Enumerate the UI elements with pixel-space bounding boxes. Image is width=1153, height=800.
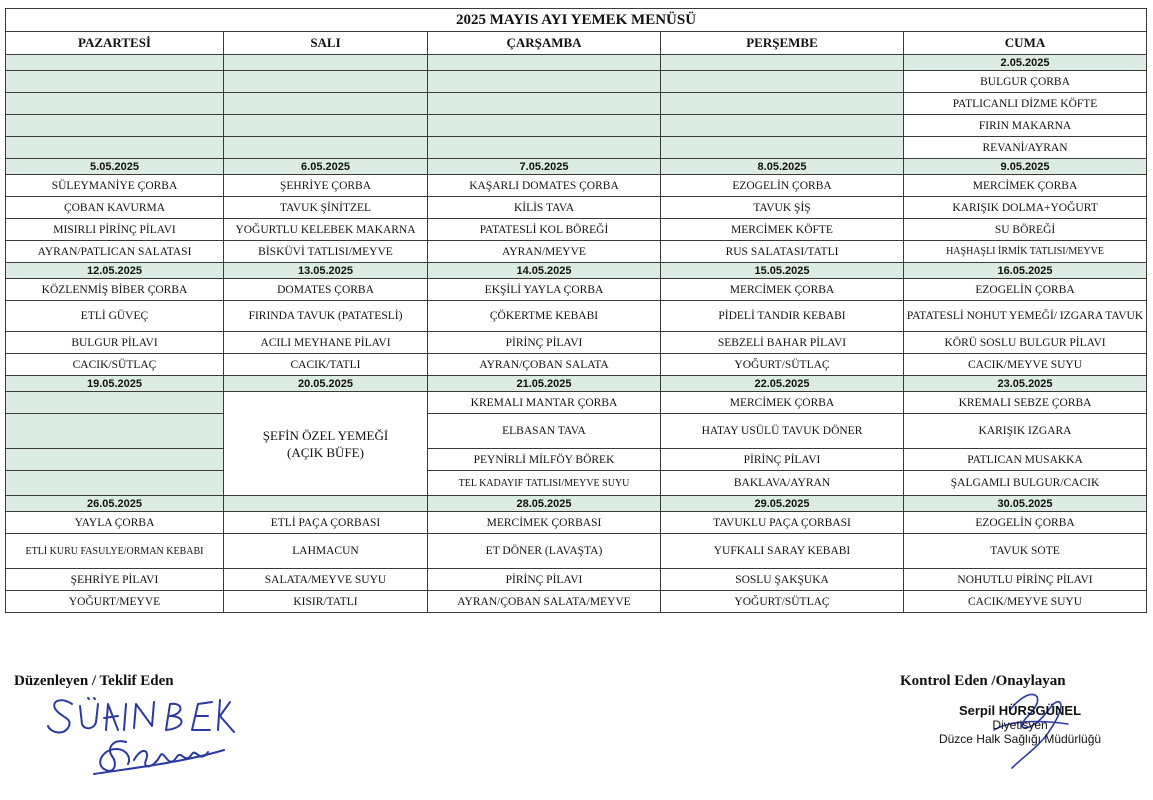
menu-cell: YOĞURT/SÜTLAÇ bbox=[661, 591, 904, 613]
date-cell: 30.05.2025 bbox=[904, 496, 1147, 512]
menu-cell: ELBASAN TAVA bbox=[428, 414, 661, 449]
menu-cell: CACIK/MEYVE SUYU bbox=[904, 591, 1147, 613]
menu-cell: ŞEHRİYE ÇORBA bbox=[224, 175, 428, 197]
menu-cell: KARIŞIK IZGARA bbox=[904, 414, 1147, 449]
menu-cell: MISIRLI PİRİNÇ PİLAVI bbox=[6, 219, 224, 241]
menu-cell: ETLİ PAÇA ÇORBASI bbox=[224, 512, 428, 534]
menu-cell: HATAY USÜLÜ TAVUK DÖNER bbox=[661, 414, 904, 449]
menu-cell: AYRAN/ÇOBAN SALATA/MEYVE bbox=[428, 591, 661, 613]
menu-cell: DOMATES ÇORBA bbox=[224, 279, 428, 301]
menu-cell: BİSKÜVİ TATLISI/MEYVE bbox=[224, 241, 428, 263]
menu-cell: YUFKALI SARAY KEBABI bbox=[661, 534, 904, 569]
menu-cell: YOĞURT/MEYVE bbox=[6, 591, 224, 613]
menu-cell: NOHUTLU PİRİNÇ PİLAVI bbox=[904, 569, 1147, 591]
handwritten-signature bbox=[14, 690, 274, 782]
date-cell: 14.05.2025 bbox=[428, 263, 661, 279]
stamp-role: Diyetisyen bbox=[992, 718, 1048, 732]
prepared-by-block bbox=[14, 673, 314, 782]
day-header-friday: CUMA bbox=[904, 32, 1147, 55]
menu-cell: SU BÖREĞİ bbox=[904, 219, 1147, 241]
date-row bbox=[6, 263, 1147, 279]
menu-cell: REVANİ/AYRAN bbox=[904, 137, 1147, 159]
menu-cell: BULGUR ÇORBA bbox=[904, 71, 1147, 93]
buffet-cell bbox=[224, 392, 428, 496]
menu-cell: KAŞARLI DOMATES ÇORBA bbox=[428, 175, 661, 197]
date-cell: 13.05.2025 bbox=[224, 263, 428, 279]
date-cell: 28.05.2025 bbox=[428, 496, 661, 512]
menu-title: 2025 MAYIS AYI YEMEK MENÜSÜ bbox=[6, 9, 1147, 32]
menu-cell: MERCİMEK ÇORBA bbox=[904, 175, 1147, 197]
date-cell: 22.05.2025 bbox=[661, 376, 904, 392]
date-cell: 21.05.2025 bbox=[428, 376, 661, 392]
menu-cell: SALATA/MEYVE SUYU bbox=[224, 569, 428, 591]
menu-cell: PATATESLİ NOHUT YEMEĞİ/ IZGARA TAVUK bbox=[904, 301, 1147, 332]
menu-cell: TAVUKLU PAÇA ÇORBASI bbox=[661, 512, 904, 534]
date-cell: 16.05.2025 bbox=[904, 263, 1147, 279]
menu-cell: AYRAN/PATLICAN SALATASI bbox=[6, 241, 224, 263]
menu-cell: PİRİNÇ PİLAVI bbox=[661, 449, 904, 471]
menu-cell: ÇÖKERTME KEBABI bbox=[428, 301, 661, 332]
menu-cell: AYRAN/MEYVE bbox=[428, 241, 661, 263]
menu-cell: EZOGELİN ÇORBA bbox=[661, 175, 904, 197]
menu-cell: KÖRÜ SOSLU BULGUR PİLAVI bbox=[904, 332, 1147, 354]
menu-cell: MERCİMEK ÇORBA bbox=[661, 279, 904, 301]
menu-cell: TAVUK ŞİNİTZEL bbox=[224, 197, 428, 219]
menu-cell: KÖZLENMİŞ BİBER ÇORBA bbox=[6, 279, 224, 301]
menu-cell: PATLICAN MUSAKKA bbox=[904, 449, 1147, 471]
menu-cell: PİRİNÇ PİLAVI bbox=[428, 332, 661, 354]
menu-cell: KARIŞIK DOLMA+YOĞURT bbox=[904, 197, 1147, 219]
date-cell: 23.05.2025 bbox=[904, 376, 1147, 392]
stamp-name: Serpil HÜRSGÜNEL bbox=[958, 703, 1082, 718]
date-cell: 26.05.2025 bbox=[6, 496, 224, 512]
menu-cell: PATLICANLI DİZME KÖFTE bbox=[904, 93, 1147, 115]
menu-cell: ŞALGAMLI BULGUR/CACIK bbox=[904, 471, 1147, 496]
date-cell: 8.05.2025 bbox=[661, 159, 904, 175]
menu-cell: SÜLEYMANİYE ÇORBA bbox=[6, 175, 224, 197]
menu-cell: YAYLA ÇORBA bbox=[6, 512, 224, 534]
date-cell: 19.05.2025 bbox=[6, 376, 224, 392]
menu-cell: KİLİS TAVA bbox=[428, 197, 661, 219]
day-header-wednesday: ÇARŞAMBA bbox=[428, 32, 661, 55]
menu-cell: YOĞURTLU KELEBEK MAKARNA bbox=[224, 219, 428, 241]
menu-cell: SEBZELİ BAHAR PİLAVI bbox=[661, 332, 904, 354]
menu-cell: ETLİ KURU FASULYE/ORMAN KEBABI bbox=[6, 534, 224, 569]
date-cell: 6.05.2025 bbox=[224, 159, 428, 175]
menu-table bbox=[5, 8, 1147, 613]
day-header-monday: PAZARTESİ bbox=[6, 32, 224, 55]
menu-cell: LAHMACUN bbox=[224, 534, 428, 569]
menu-cell: MERCİMEK KÖFTE bbox=[661, 219, 904, 241]
menu-cell: ET DÖNER (LAVAŞTA) bbox=[428, 534, 661, 569]
menu-cell: SOSLU ŞAKŞUKA bbox=[661, 569, 904, 591]
menu-cell: MERCİMEK ÇORBASI bbox=[428, 512, 661, 534]
menu-cell: PİDELİ TANDIR KEBABI bbox=[661, 301, 904, 332]
day-header-tuesday: SALI bbox=[224, 32, 428, 55]
menu-cell: CACIK/TATLI bbox=[224, 354, 428, 376]
date-cell: 15.05.2025 bbox=[661, 263, 904, 279]
menu-cell: PİRİNÇ PİLAVI bbox=[428, 569, 661, 591]
menu-cell: EKŞİLİ YAYLA ÇORBA bbox=[428, 279, 661, 301]
menu-cell: FIRINDA TAVUK (PATATESLİ) bbox=[224, 301, 428, 332]
menu-cell: HAŞHAŞLI İRMİK TATLISI/MEYVE bbox=[904, 241, 1147, 263]
date-cell: 12.05.2025 bbox=[6, 263, 224, 279]
date-cell: 2.05.2025 bbox=[904, 55, 1147, 71]
buffet-line1: ŞEFİN ÖZEL YEMEĞİ bbox=[262, 427, 389, 443]
date-cell: 7.05.2025 bbox=[428, 159, 661, 175]
menu-cell: YOĞURT/SÜTLAÇ bbox=[661, 354, 904, 376]
menu-cell: BAKLAVA/AYRAN bbox=[661, 471, 904, 496]
date-cell: 20.05.2025 bbox=[224, 376, 428, 392]
menu-cell: KISIR/TATLI bbox=[224, 591, 428, 613]
menu-cell: PATATESLİ KOL BÖREĞİ bbox=[428, 219, 661, 241]
menu-cell: MERCİMEK ÇORBA bbox=[661, 392, 904, 414]
date-row bbox=[6, 55, 1147, 71]
day-header-thursday: PERŞEMBE bbox=[661, 32, 904, 55]
menu-cell: TAVUK ŞİŞ bbox=[661, 197, 904, 219]
menu-cell: ETLİ GÜVEÇ bbox=[6, 301, 224, 332]
menu-cell: CACIK/SÜTLAÇ bbox=[6, 354, 224, 376]
menu-cell: KREMALI MANTAR ÇORBA bbox=[428, 392, 661, 414]
date-cell: 9.05.2025 bbox=[904, 159, 1147, 175]
date-row bbox=[6, 496, 1147, 512]
date-row bbox=[6, 376, 1147, 392]
menu-cell: CACIK/MEYVE SUYU bbox=[904, 354, 1147, 376]
menu-cell: KREMALI SEBZE ÇORBA bbox=[904, 392, 1147, 414]
menu-cell: FIRIN MAKARNA bbox=[904, 115, 1147, 137]
buffet-line2: (AÇIK BÜFE) bbox=[287, 444, 364, 460]
menu-cell: ŞEHRİYE PİLAVI bbox=[6, 569, 224, 591]
menu-cell: EZOGELİN ÇORBA bbox=[904, 512, 1147, 534]
menu-cell: ACILI MEYHANE PİLAVI bbox=[224, 332, 428, 354]
date-cell: 29.05.2025 bbox=[661, 496, 904, 512]
menu-cell: TAVUK SOTE bbox=[904, 534, 1147, 569]
date-cell bbox=[224, 496, 428, 512]
menu-cell: ÇOBAN KAVURMA bbox=[6, 197, 224, 219]
date-row bbox=[6, 159, 1147, 175]
menu-cell: PEYNİRLİ MİLFÖY BÖREK bbox=[428, 449, 661, 471]
prepared-by-title: Düzenleyen / Teklif Eden bbox=[14, 673, 174, 689]
approved-by-block bbox=[900, 673, 1140, 770]
menu-cell: AYRAN/ÇOBAN SALATA bbox=[428, 354, 661, 376]
date-cell: 5.05.2025 bbox=[6, 159, 224, 175]
menu-cell: RUS SALATASI/TATLI bbox=[661, 241, 904, 263]
menu-cell: BULGUR PİLAVI bbox=[6, 332, 224, 354]
menu-cell: EZOGELİN ÇORBA bbox=[904, 279, 1147, 301]
menu-cell: TEL KADAYIF TATLISI/MEYVE SUYU bbox=[428, 471, 661, 496]
stamp-organization: Düzce Halk Sağlığı Müdürlüğü bbox=[938, 732, 1102, 746]
approved-by-title: Kontrol Eden /Onaylayan bbox=[900, 673, 1066, 689]
